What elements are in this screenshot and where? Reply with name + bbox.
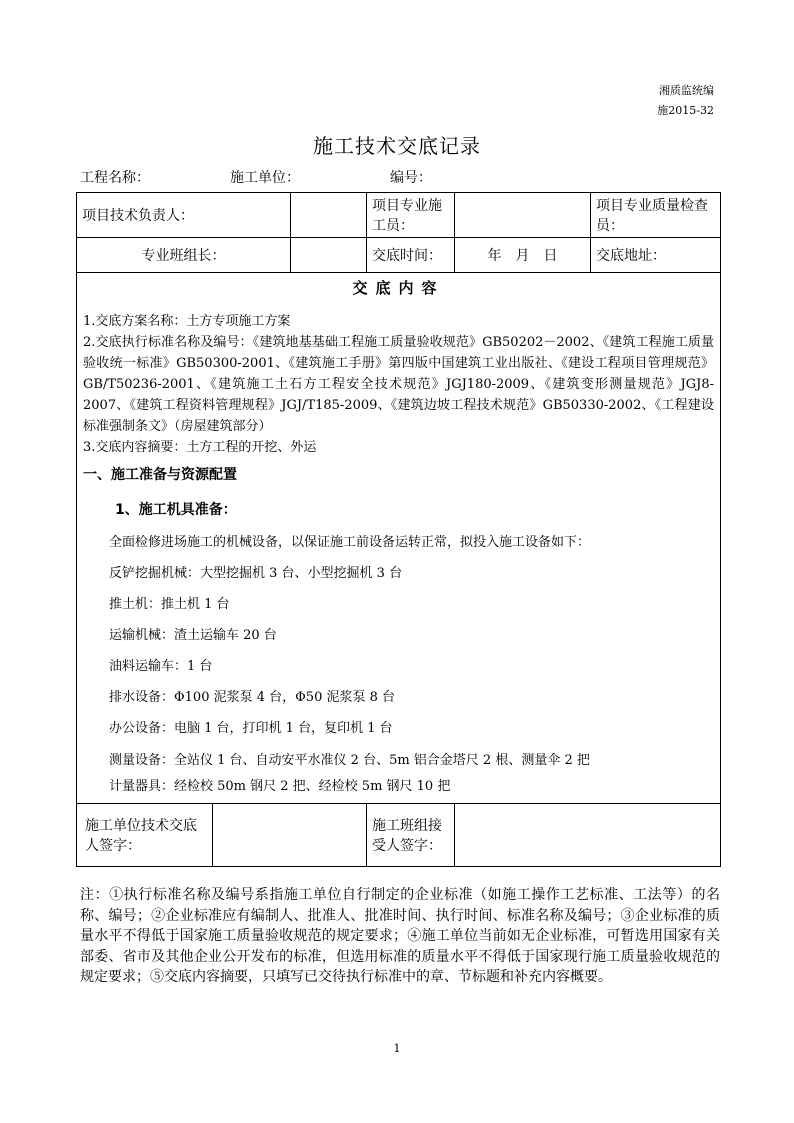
discloser-signature-label: 施工单位技术交底人签字： <box>77 804 213 867</box>
equipment-item: 反铲挖掘机械：大型挖掘机 3 台、小型挖掘机 3 台 <box>109 566 403 581</box>
construction-worker-label: 项目专业施工员： <box>367 193 455 238</box>
equipment-item: 测量设备：全站仪 1 台、自动安平水准仪 2 台、5m 铝合金塔尺 2 根、测量伞 2 把 <box>109 753 590 768</box>
construction-unit-label: 施工单位： <box>230 170 300 186</box>
disclosure-form <box>76 192 721 867</box>
standards-list: 2.交底执行标准名称及编号：《建筑地基基础工程施工质量验收规范》GB50202－2002、《建筑工程施工质量验收统一标准》GB50300-2001、《建筑施工手册》第四版中国建筑工业出版社、《建设工程项目管理规范》GB/T50236-2001、《建筑施工土石方工程安全技术规范》JGJ180-2009、《建筑变形测量规范》JGJ8-2007、《建筑工程资料管理规程》JGJ/T185-2009、《建筑边坡工程技术规范》GB50330-2002、《工程建设标准强制条文》（房屋建筑部分） <box>83 335 714 434</box>
disclosure-time-label: 交底时间： <box>367 238 455 273</box>
tech-lead-label: 项目技术负责人： <box>77 193 291 238</box>
section-heading: 一、施工准备与资源配置 <box>83 467 237 483</box>
form-code-line2: 施2015-32 <box>657 104 714 117</box>
project-name-label: 工程名称： <box>80 170 150 186</box>
receiver-signature-label: 施工班组接受人签字： <box>367 804 455 867</box>
equipment-item: 运输机械：渣土运输车 20 台 <box>109 628 277 643</box>
content-cell <box>77 273 721 804</box>
content-heading: 交底内容 <box>352 279 445 297</box>
subsection-heading: 1、施工机具准备： <box>115 502 237 518</box>
page-title: 施工技术交底记录 <box>313 134 481 158</box>
disclosure-location-label: 交底地址： <box>591 238 721 273</box>
equipment-item: 推土机：推土机 1 台 <box>109 597 230 612</box>
equipment-item: 油料运输车：1 台 <box>109 659 213 674</box>
tech-lead-value[interactable] <box>291 193 367 238</box>
construction-worker-value[interactable] <box>455 193 591 238</box>
scheme-name: 1.交底方案名称：土方专项施工方案 <box>83 314 291 329</box>
equipment-item: 计量器具：经检校 50m 钢尺 2 把、经检校 5m 钢尺 10 把 <box>109 779 451 794</box>
page-number: 1 <box>393 1042 401 1055</box>
discloser-signature-value[interactable] <box>213 804 367 867</box>
team-leader-label: 专业班组长： <box>77 238 291 273</box>
receiver-signature-value[interactable] <box>455 804 721 867</box>
equipment-intro: 全面检修进场施工的机械设备，以保证施工前设备运转正常，拟投入施工设备如下： <box>109 535 591 550</box>
number-label: 编号： <box>390 170 432 186</box>
quality-inspector-label: 项目专业质量检查员： <box>591 193 721 238</box>
team-leader-value[interactable] <box>291 238 367 273</box>
equipment-item: 排水设备：Φ100 泥浆泵 4 台，Φ50 泥浆泵 8 台 <box>109 690 396 705</box>
form-code-line1: 湘质监统编 <box>659 84 714 97</box>
content-summary: 3.交底内容摘要：土方工程的开挖、外运 <box>83 440 317 455</box>
equipment-item: 办公设备：电脑 1 台，打印机 1 台，复印机 1 台 <box>109 721 393 736</box>
disclosure-date-value[interactable]: 年 月 日 <box>455 238 591 273</box>
footnote: 注：①执行标准名称及编号系指施工单位自行制定的企业标准（如施工操作工艺标准、工法等）的名称、编号；②企业标准应有编制人、批准人、批准时间、执行时间、标准名称及编号；③企业标准的质量水平不得低于国家施工质量验收规范的规定要求；④施工单位当前如无企业标准，可暂选用国家有关部委、省市及其他企业公开发布的标准，但选用标准的质量水平不得低于国家现行施工质量验收规范的规定要求；⑤交底内容摘要，只填写已交待执行标准中的章、节标题和补充内容概要。 <box>80 887 720 985</box>
